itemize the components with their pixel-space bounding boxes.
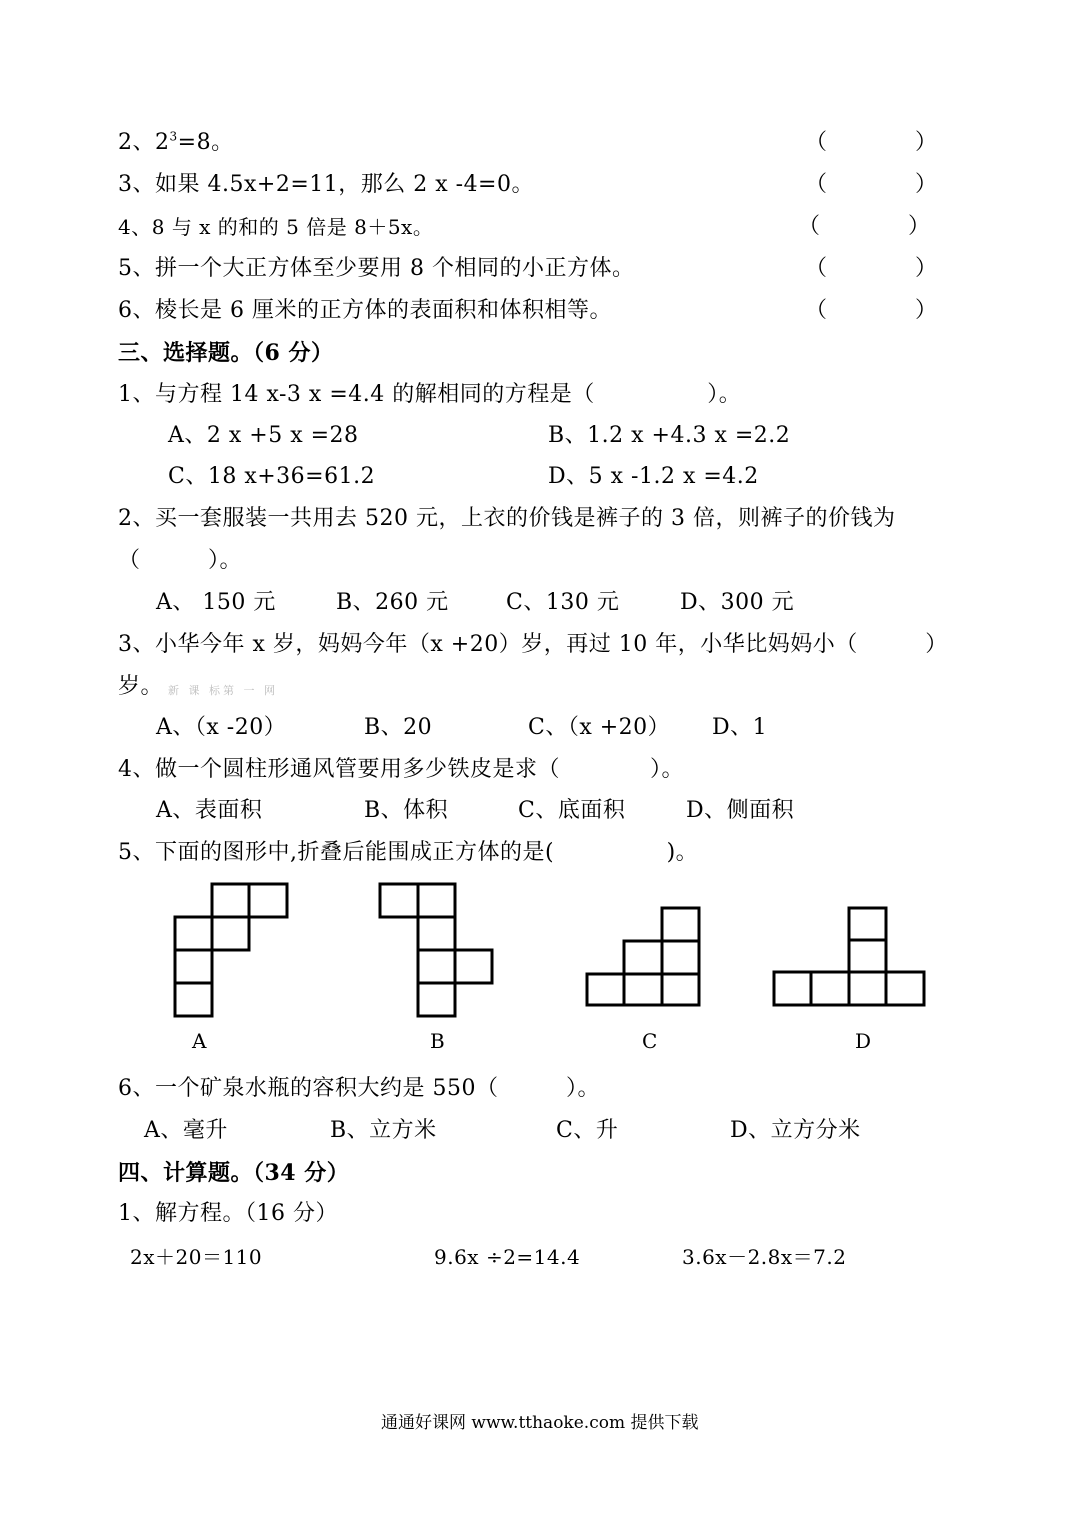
q1-option-d: D、5 x -1.2 x =4.2 <box>548 464 759 489</box>
net-square <box>849 908 886 940</box>
q1-option-b: B、1.2 x +4.3 x =2.2 <box>548 423 791 448</box>
q4-option-d: D、侧面积 <box>686 798 795 823</box>
net-square <box>662 974 699 1005</box>
q4-option-b: B、体积 <box>364 798 449 823</box>
exponent: 3 <box>169 129 178 144</box>
answer-paren: （ ） <box>805 172 938 197</box>
net-a <box>175 884 287 1016</box>
equation-2: 9.6x ÷2=14.4 <box>434 1245 581 1269</box>
net-square <box>418 983 455 1016</box>
item-number: 4、 <box>118 215 152 239</box>
sub-title-equations: 1、解方程。（16 分） <box>118 1201 338 1226</box>
q3-option-b: B、20 <box>364 715 433 740</box>
q2-stem-line2: （ ）。 <box>118 548 243 573</box>
q6-stem: 6、一个矿泉水瓶的容积大约是 550（ ）。 <box>118 1076 600 1101</box>
net-square <box>455 950 492 983</box>
net-label-a: A <box>192 1029 207 1053</box>
q4-stem: 4、做一个圆柱形通风管要用多少铁皮是求（ ）。 <box>118 757 684 782</box>
net-square <box>849 940 886 972</box>
net-square <box>662 908 699 941</box>
answer-paren: （ ） <box>805 298 938 323</box>
item-number: 2、 <box>118 130 155 155</box>
net-label-d: D <box>855 1029 872 1053</box>
q3-stem-line1: 3、小华今年 x 岁，妈妈今年（x +20）岁，再过 10 年，小华比妈妈小（ ） <box>118 632 948 657</box>
q6-option-c: C、升 <box>556 1118 619 1143</box>
net-square <box>811 972 849 1005</box>
q5-stem: 5、下面的图形中,折叠后能围成正方体的是( )。 <box>118 840 699 865</box>
q2-option-c: C、130 元 <box>506 590 620 615</box>
net-b <box>380 884 492 1016</box>
net-label-b: B <box>430 1029 445 1053</box>
q2-option-a: A、 150 元 <box>156 590 276 615</box>
net-square <box>849 972 886 1005</box>
q1-stem: 1、与方程 14 x-3 x =4.4 的解相同的方程是（ ）。 <box>118 382 742 407</box>
item-text: 8 与 x 的和的 5 倍是 8＋5x。 <box>151 215 434 239</box>
net-square <box>212 884 249 917</box>
net-square <box>212 917 249 950</box>
q1-option-a: A、2 x +5 x =28 <box>168 423 359 448</box>
q6-option-a: A、毫升 <box>144 1118 228 1143</box>
item-number: 5、 <box>118 256 155 281</box>
q1-option-c: C、18 x+36=61.2 <box>168 464 376 489</box>
net-square <box>774 972 811 1005</box>
net-square <box>662 941 699 974</box>
item-number: 6、 <box>118 298 155 323</box>
q6-option-b: B、立方米 <box>330 1118 437 1143</box>
net-square <box>380 884 418 917</box>
q2-option-d: D、300 元 <box>680 590 795 615</box>
q6-option-d: D、立方分米 <box>730 1118 861 1143</box>
q3-stem-line2: 岁。 <box>118 674 164 699</box>
net-square <box>886 972 924 1005</box>
q4-option-a: A、表面积 <box>156 798 263 823</box>
net-c <box>587 908 699 1005</box>
net-label-c: C <box>642 1029 658 1053</box>
answer-paren: （ ） <box>798 214 931 239</box>
item-text: 如果 4.5x+2=11，那么 2 x -4=0。 <box>155 172 534 197</box>
net-square <box>418 884 455 917</box>
net-d <box>774 908 924 1005</box>
item-number: 3、 <box>118 172 155 197</box>
answer-paren: （ ） <box>805 130 938 155</box>
net-square <box>418 917 455 950</box>
net-square <box>624 974 662 1005</box>
q3-option-a: A、（x -20） <box>156 715 287 740</box>
item-text: =8。 <box>177 130 234 155</box>
item-text: 拼一个大正方体至少要用 8 个相同的小正方体。 <box>155 256 635 281</box>
equation-1: 2x＋20＝110 <box>130 1245 263 1269</box>
item-text: 棱长是 6 厘米的正方体的表面积和体积相等。 <box>155 298 612 323</box>
net-square <box>418 950 455 983</box>
net-square <box>249 884 287 917</box>
section-title-choice: 三、选择题。（6 分） <box>118 340 334 366</box>
net-square <box>175 917 212 950</box>
equation-3: 3.6x－2.8x＝7.2 <box>682 1245 847 1269</box>
q2-option-b: B、260 元 <box>336 590 449 615</box>
section-title-calc: 四、计算题。（34 分） <box>118 1160 350 1186</box>
item-text: 2 <box>155 130 170 155</box>
net-square <box>175 950 212 983</box>
net-square <box>175 983 212 1016</box>
page-footer: 通通好课网 www.tthaoke.com 提供下载 <box>381 1413 699 1433</box>
watermark-text: 新 课 标第 一 网 <box>168 684 278 697</box>
answer-paren: （ ） <box>805 256 938 281</box>
net-square <box>587 974 624 1005</box>
q3-option-c: C、（x +20） <box>528 715 671 740</box>
q3-option-d: D、1 <box>712 715 768 740</box>
net-square <box>624 941 662 974</box>
q2-stem-line1: 2、买一套服装一共用去 520 元，上衣的价钱是裤子的 3 倍，则裤子的价钱为 <box>118 506 896 531</box>
q4-option-c: C、底面积 <box>518 798 626 823</box>
